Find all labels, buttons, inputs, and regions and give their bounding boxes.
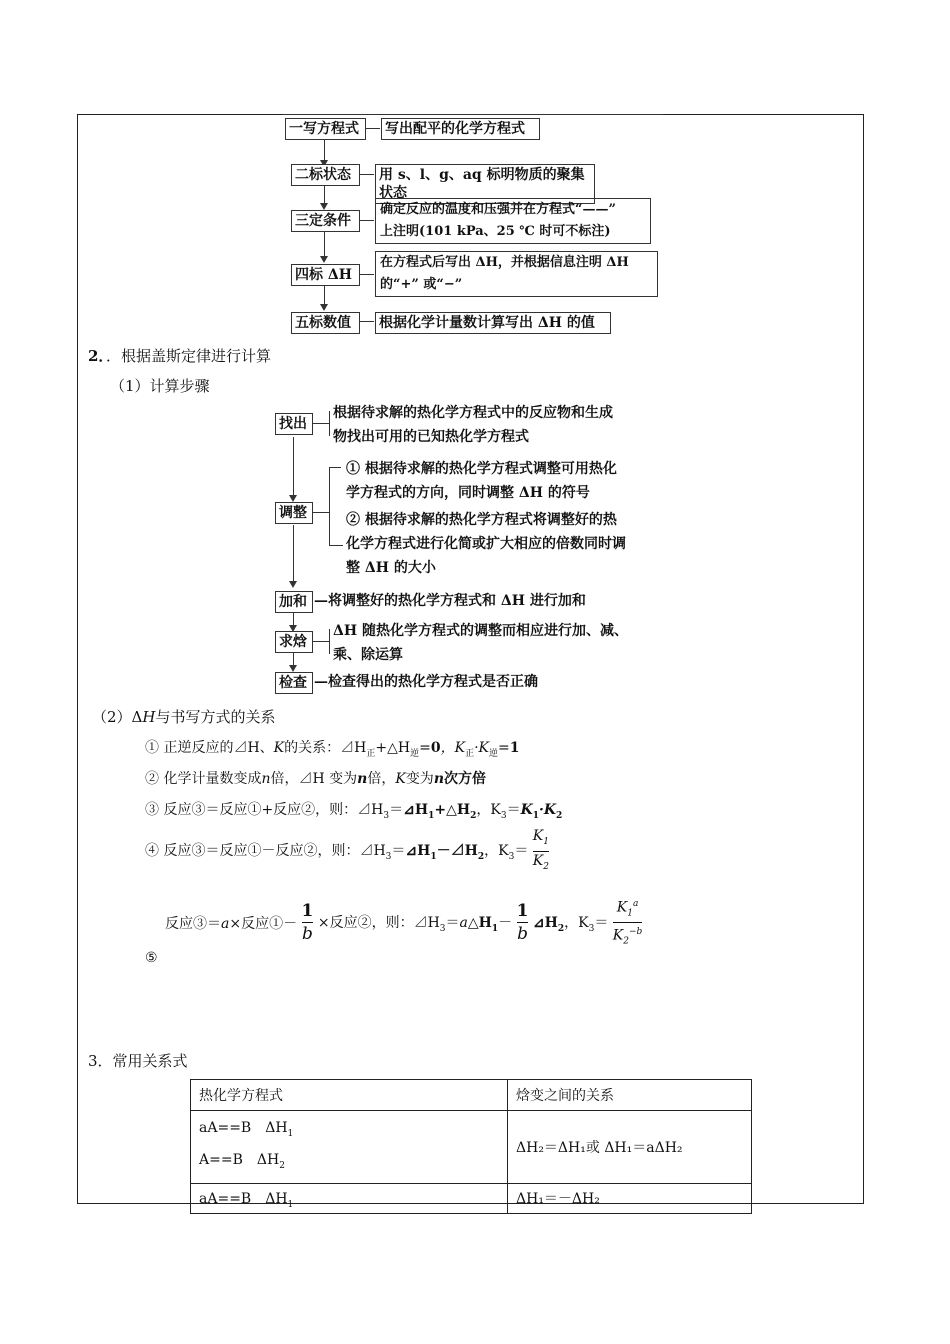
text: K bbox=[532, 852, 544, 869]
text: ，K bbox=[476, 802, 501, 818]
subscript: 3 bbox=[383, 810, 390, 821]
flow2-connector bbox=[293, 437, 294, 500]
text: A==B ΔH bbox=[199, 1151, 280, 1168]
table-header: 热化学方程式 bbox=[191, 1080, 508, 1111]
subscript: 1 bbox=[532, 810, 539, 821]
subscript: 3 bbox=[385, 852, 392, 863]
step-desc: 根据化学计量数计算写出 ΔH 的值 bbox=[375, 312, 611, 334]
rule-5-number: ⑤ bbox=[145, 950, 158, 966]
text: 变为 bbox=[405, 771, 434, 787]
flow2-connector bbox=[293, 525, 294, 585]
text: ×反应①－ bbox=[229, 915, 298, 932]
bracket-line bbox=[329, 411, 330, 436]
connector-line bbox=[313, 423, 329, 424]
text: +△H bbox=[434, 802, 471, 818]
subscript: 3 bbox=[439, 923, 446, 934]
step-desc: 用 s、l、g、aq 标明物质的聚集状态 bbox=[375, 164, 595, 204]
text: ·K bbox=[474, 740, 489, 756]
text: ＝ bbox=[594, 915, 609, 932]
text: 倍，⊿H 变为 bbox=[270, 771, 358, 787]
subscript: 正 bbox=[366, 748, 376, 759]
text: +△H bbox=[375, 740, 411, 756]
desc-line: 在方程式后写出 ΔH，并根据信息注明 ΔH bbox=[380, 255, 629, 270]
text: 1 bbox=[516, 901, 529, 922]
subscript: 3 bbox=[508, 852, 515, 863]
subscript: 1 bbox=[491, 923, 499, 934]
text: ⊿H bbox=[403, 802, 429, 818]
text: ＝ bbox=[506, 802, 521, 818]
desc-line: 上注明(101 kPa、25 ℃ 时可不标注) bbox=[380, 224, 611, 239]
text: 倍， bbox=[367, 771, 396, 787]
flow1-top-line bbox=[283, 114, 663, 115]
superscript: a bbox=[632, 899, 639, 909]
connector-line bbox=[313, 512, 329, 513]
subscript: 2 bbox=[470, 810, 477, 821]
step-label: 加和 bbox=[275, 591, 313, 613]
text: ，K bbox=[484, 843, 509, 860]
subscript: 2 bbox=[556, 810, 563, 821]
text: K bbox=[532, 828, 544, 844]
arrow-icon bbox=[320, 304, 328, 311]
table-cell: ΔH₂＝ΔH₁或 ΔH₁＝aΔH₂ bbox=[508, 1111, 752, 1184]
desc-line: 的“+” 或“−” bbox=[380, 277, 463, 292]
text: ＝ bbox=[445, 915, 460, 932]
step-label: 三定条件 bbox=[291, 210, 360, 232]
step-desc bbox=[375, 251, 658, 297]
text: 次方倍 bbox=[444, 771, 486, 787]
text: n bbox=[433, 771, 444, 787]
text: △H bbox=[467, 915, 492, 932]
subheading-steps: （1）计算步骤 bbox=[110, 377, 210, 395]
table-row bbox=[191, 1183, 752, 1214]
step-text: —将调整好的热化学方程式和 ΔH 进行加和 bbox=[314, 593, 586, 609]
step-text: 整 ΔH 的大小 bbox=[346, 560, 436, 576]
arrow-icon bbox=[289, 495, 297, 502]
text: = bbox=[498, 740, 510, 756]
text: 1 bbox=[301, 901, 314, 922]
arrow-icon bbox=[320, 256, 328, 263]
rule-1 bbox=[145, 737, 520, 759]
fraction-1-b bbox=[517, 900, 529, 945]
subscript: 3 bbox=[500, 810, 507, 821]
text: a bbox=[459, 915, 468, 932]
section2-heading bbox=[88, 345, 271, 366]
rule-3 bbox=[145, 799, 562, 821]
subscript: 1 bbox=[543, 836, 549, 847]
bracket-line bbox=[329, 629, 330, 654]
fraction-k1a-k2b bbox=[613, 895, 643, 951]
step-label: 检查 bbox=[275, 672, 313, 694]
step-text: 化学方程式进行化简或扩大相应的倍数同时调 bbox=[346, 536, 626, 552]
bracket-line bbox=[329, 467, 330, 545]
text: K bbox=[520, 802, 533, 818]
rule-2 bbox=[145, 768, 486, 788]
table-cell bbox=[191, 1111, 508, 1184]
text: K bbox=[395, 771, 406, 787]
step-text: 物找出可用的已知热化学方程式 bbox=[333, 429, 529, 445]
text: ＝ bbox=[514, 843, 529, 860]
text: K bbox=[616, 899, 628, 916]
subscript: 1 bbox=[627, 908, 633, 919]
text: －⊿H bbox=[436, 843, 478, 860]
text: aA==B ΔH bbox=[199, 1190, 288, 1207]
subscript: 2 bbox=[557, 923, 565, 934]
arrow-icon bbox=[289, 665, 297, 672]
arrow-icon bbox=[320, 203, 328, 210]
fraction-1-b bbox=[302, 900, 314, 945]
subscript: 正 bbox=[465, 748, 475, 759]
subscript: 2 bbox=[543, 861, 549, 872]
rule-5 bbox=[165, 895, 642, 951]
connector-line bbox=[360, 321, 374, 322]
subheading-relation bbox=[92, 706, 276, 727]
text: ，K bbox=[440, 740, 466, 756]
step-text: ΔH 随热化学方程式的调整而相应进行加、减、 bbox=[333, 623, 628, 639]
subscript: 1 bbox=[287, 1199, 294, 1210]
text: a bbox=[221, 915, 230, 932]
text: 0 bbox=[430, 740, 441, 756]
text: K bbox=[612, 928, 624, 945]
subscript: 1 bbox=[430, 852, 437, 863]
text: H bbox=[142, 708, 156, 726]
text: ④ 反应③＝反应①－反应②，则：⊿H bbox=[145, 843, 386, 860]
subscript: 1 bbox=[287, 1128, 294, 1139]
relation-table bbox=[190, 1079, 752, 1214]
bracket-line bbox=[329, 467, 341, 468]
step-text: —检查得出的热化学方程式是否正确 bbox=[314, 674, 538, 690]
step-label: 求焓 bbox=[275, 631, 313, 653]
text: n bbox=[261, 771, 271, 787]
text: n bbox=[357, 771, 368, 787]
subscript: 2 bbox=[623, 936, 629, 947]
text: ① 正逆反应的⊿H、 bbox=[145, 740, 274, 756]
connector-line bbox=[360, 274, 374, 275]
text: ② 化学计量数变成 bbox=[145, 771, 262, 787]
table-cell bbox=[191, 1183, 508, 1214]
section3-heading: 3．常用关系式 bbox=[88, 1052, 188, 1070]
step-text: ① 根据待求解的热化学方程式调整可用热化 bbox=[346, 461, 617, 477]
step-label: 五标数值 bbox=[291, 312, 360, 334]
text: b bbox=[517, 924, 528, 945]
text: － bbox=[498, 915, 513, 932]
step-text: 乘、除运算 bbox=[333, 647, 403, 663]
text: 1 bbox=[509, 740, 520, 756]
table-header: 焓变之间的关系 bbox=[508, 1080, 752, 1111]
subscript: 3 bbox=[588, 923, 595, 934]
subscript: 2 bbox=[279, 1160, 285, 1171]
bracket-line bbox=[329, 545, 343, 546]
connector-line bbox=[366, 128, 380, 129]
text: ＝ bbox=[391, 843, 406, 860]
connector-line bbox=[313, 641, 329, 642]
text: ⊿H bbox=[532, 915, 558, 932]
step-label: 四标 ΔH bbox=[291, 264, 360, 286]
text: ③ 反应③＝反应①+反应②，则：⊿H bbox=[145, 802, 384, 818]
connector-line bbox=[360, 220, 374, 221]
subscript: 逆 bbox=[489, 748, 499, 759]
desc-line: 确定反应的温度和压强并在方程式“——” bbox=[380, 202, 616, 217]
table-cell: ΔH₁＝－ΔH₂ bbox=[508, 1183, 752, 1214]
step-label: 一写方程式 bbox=[285, 118, 366, 140]
heading-text: ．根据盖斯定律进行计算 bbox=[105, 347, 271, 365]
table-row bbox=[191, 1111, 752, 1184]
arrow-icon bbox=[289, 581, 297, 588]
step-label: 二标状态 bbox=[291, 164, 360, 186]
step-label: 调整 bbox=[275, 502, 313, 524]
subscript: 1 bbox=[428, 810, 435, 821]
step-text: 学方程式的方向，同时调整 ΔH 的符号 bbox=[346, 485, 590, 501]
text: aA==B ΔH bbox=[199, 1120, 288, 1136]
text: ⊿H bbox=[405, 843, 431, 860]
step-text: ② 根据待求解的热化学方程式将调整好的热 bbox=[346, 512, 617, 528]
heading-number: 2． bbox=[88, 347, 106, 365]
superscript: −b bbox=[629, 927, 643, 938]
fraction-k1-k2 bbox=[533, 827, 549, 876]
text: b bbox=[302, 924, 313, 945]
step-text: 根据待求解的热化学方程式中的反应物和生成 bbox=[333, 405, 613, 421]
subscript: 逆 bbox=[410, 748, 420, 759]
text: ＝ bbox=[389, 802, 404, 818]
text: 与书写方式的关系 bbox=[155, 708, 276, 726]
step-desc: 写出配平的化学方程式 bbox=[381, 118, 540, 140]
rule-4 bbox=[145, 827, 549, 876]
text: ，K bbox=[564, 915, 589, 932]
text: ·K bbox=[539, 802, 557, 818]
text: （2）Δ bbox=[92, 708, 143, 726]
table-header-row bbox=[191, 1080, 752, 1111]
text: K bbox=[273, 740, 285, 756]
connector-line bbox=[360, 174, 374, 175]
text: 反应③＝ bbox=[165, 915, 221, 932]
text: ×反应②，则：⊿H bbox=[317, 915, 440, 932]
step-label: 找出 bbox=[275, 413, 313, 435]
step-desc bbox=[375, 198, 651, 244]
subscript: 2 bbox=[477, 852, 485, 863]
text: 的关系：⊿H bbox=[284, 740, 367, 756]
text: = bbox=[419, 740, 431, 756]
